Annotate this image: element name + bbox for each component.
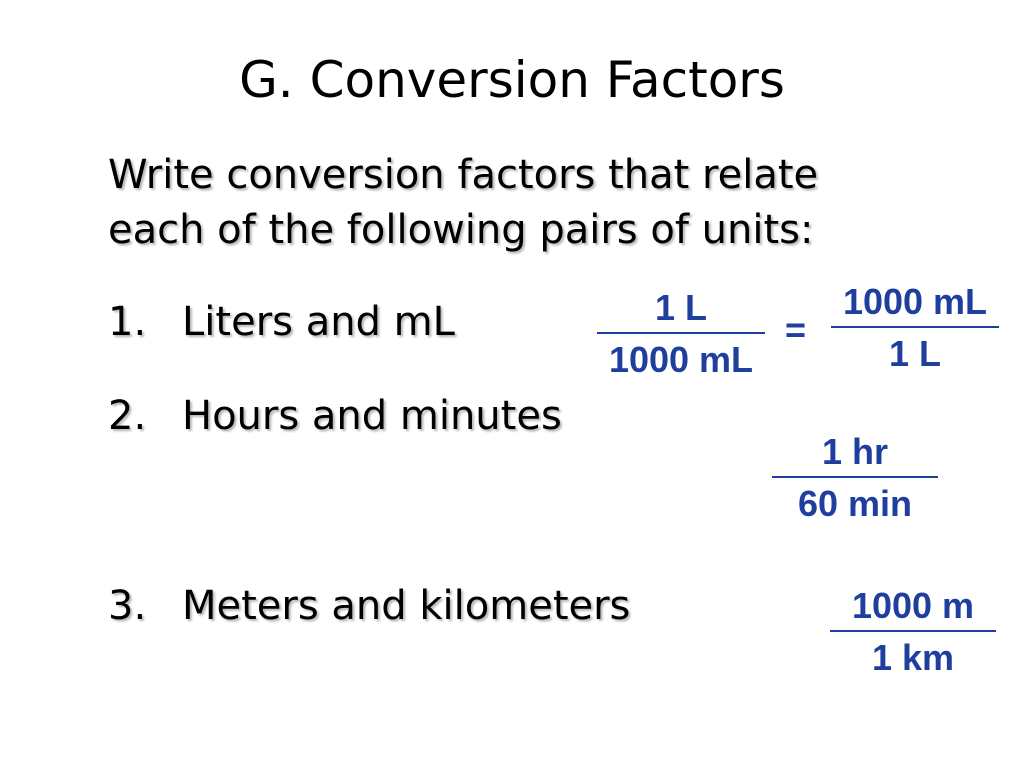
list-item-number: 1. [108,299,147,345]
fraction-meters [830,586,996,678]
fraction-denominator: 1 km [871,637,955,678]
fraction-numerator: 1000 mL [842,281,988,322]
fraction-bar [831,326,999,328]
list-item-text: Meters and kilometers [182,583,631,629]
instructions-line-2: each of the following pairs of units: [108,207,814,253]
fraction-liters-2 [831,282,999,374]
fraction-denominator: 60 min [797,483,913,524]
instructions [108,148,988,258]
list-item-number: 3. [108,583,147,629]
fraction-bar [597,332,765,334]
list-item-text: Hours and minutes [182,393,562,439]
fraction-hours [772,432,938,524]
list-item-liters [108,296,455,348]
fraction-bar [830,630,996,632]
list-item-text: Liters and mL [182,299,455,345]
fraction-liters-1 [597,288,765,380]
fraction-denominator: 1 L [888,333,941,374]
list-item-number: 2. [108,393,147,439]
list-item-hours [108,390,562,442]
instructions-line-1: Write conversion factors that relate [108,152,819,198]
slide-title: G. Conversion Factors [239,51,785,109]
equals-sign: = [785,309,807,350]
fraction-denominator: 1000 mL [608,339,754,380]
fraction-bar [772,476,938,478]
fraction-numerator: 1 hr [821,431,889,472]
fraction-numerator: 1 L [654,287,707,328]
fraction-numerator: 1000 m [851,585,975,626]
list-item-meters [108,580,630,632]
